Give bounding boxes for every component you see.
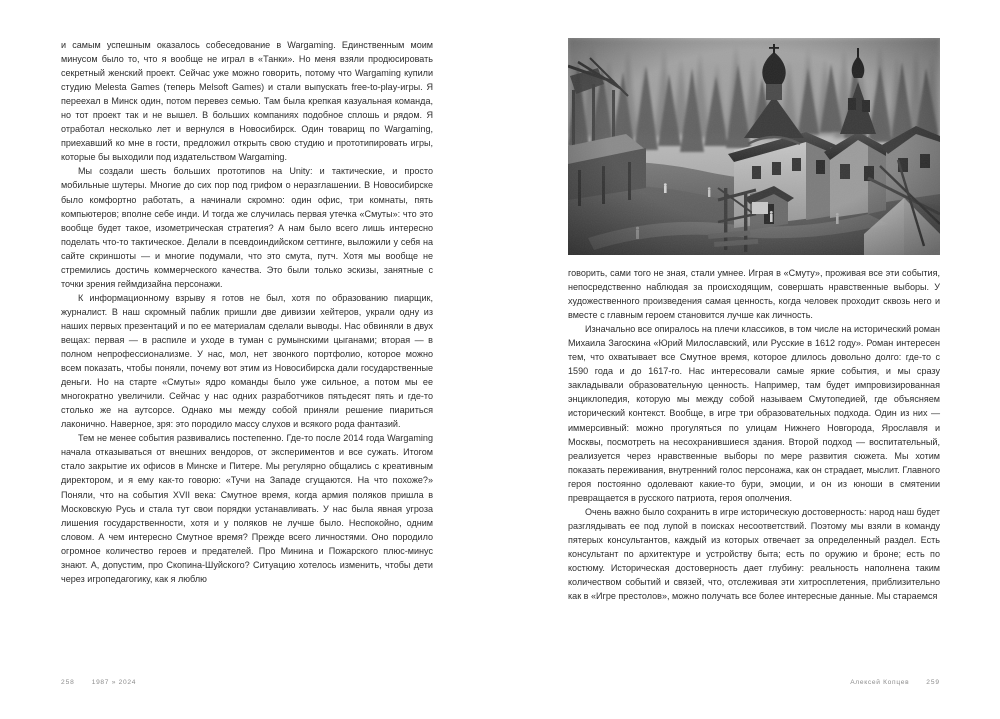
running-head-right: Алексей Копцев [850,678,910,686]
paragraph: Мы создали шесть больших прототипов на Unity: и тактические, и просто мобильные шутеры. Многие до сих пор под грифом о неразглашении. В Новосибирске было комфортно работать, а начинали скромно: один офис, три комнаты, пять компьютеров; вполне себе инди. И тогда же случилась первая утечка «Смуты»: что это вообще будет такое, изометрическая стратегия? А нам было всего лишь интересно поделать что-то тактическое. Делали в псевдоиндийском сеттинге, выложили у себя на сайте скриншоты — и многие подумали, что это смута, путч. Хотя мы вообще не стремились достичь коммерческого качества. Это были только эскизы, занятные с точки зрения геймдизайна персонажи. [61,166,433,289]
footer-right-group [850,679,940,686]
page-number-right: 259 [926,678,940,686]
paragraph: Очень важно было сохранить в игре историческую достоверность: народ наш будет разглядывать ее под лупой в поисках несоответствий. Поэтому мы взяли в команду пятерых консультантов, каждый из которых отвечает за определенный раздел. Есть консультант по архитектуре и устройству быта; есть по оружию и броне; есть по костюму. Историческая достоверность дает глубину: реальность наполнена таким количеством событий и связей, что, отслеживая эти хитросплетения, приблизительно как в «Игре престолов», можно получать все более интересные данные. Мы стараемся [568,506,940,602]
left-text-column [61,38,433,586]
paragraph: К информационному взрыву я готов не был, хотя по образованию пиарщик, журналист. В наш скромный паблик пришли две дивизии хейтеров, украли одну из наших первых презентаций и по ее материалам сделали выводы. Нас обвиняли в двух вещах: первая — в распиле и уходе в туман с румынскими цыганами; вторая — в полном непрофессионализме. У нас, мол, нет звонкого портфолио, которое можно всем показать, чтобы поняли, почему вот этим из Новосибирска дали государственные деньги. Но на старте «Смуты» ядро команды было уже сильное, а потом мы ее многократно увеличили. Сейчас у нас одних разработчиков пятьдесят пять и где-то столько же на аутсорсе. Однако мы между собой приняли решение пиариться лаконично. Наверное, зря: это породило массу слухов и всякого рода фантазий. [61,292,433,430]
village-screenshot-image [568,38,940,255]
paragraph: Тем не менее события развивались постепенно. Где-то после 2014 года Wargaming начала отказываться от внешних вендоров, от экспериментов и все сужать. Итогом стало закрытие их офисов в Минске и Питере. Мы регулярно общались с креативным директором, и я ему как-то говорю: «Тучи на Западе сгущаются. На что похоже?» Поняли, что на события XVII века: Смутное время, когда армия поляков пришла в Московскую Русь и стала тут свои порядки устанавливать. У нас была явная угроза лишения государственности, хотя и у поляков не лучше было. Неспокойно, одним словом. А чем интересно Смутное время? Прежде всего личностями. Оно породило огромное количество героев и предателей. Про Минина и Пожарского плюс-минус знают. А, допустим, про Скопина-Шуйского? Ситуацию хотелось изменить, чтобы дети через игропедагогику, как я люблю [61,433,433,584]
paragraph: и самым успешным оказалось собеседование в Wargaming. Единственным моим минусом было то, что я вообще не играл в «Танки». Но меня взяли продюсировать секретный женский проект. Сейчас уже можно говорить, потому что Wargaming купили студию Melesta Games (теперь Melsoft Games) и стали выпускать free-to-play-игры. Я переехал в Минск один, потом перевез семью. Там была крепкая казуальная команда, но тот проект так и не вышел. В больших компаниях подобное сплошь и рядом. Я отработал несколько лет и вернулся в Новосибирск. Один товарищ по Wargaming, приехавший ко мне в гости, предложил открыть свою студию и прототипировать игры, которые бы выходили под издательством Wargaming. [61,40,433,163]
running-head-left: 1987 » 2024 [91,678,137,686]
page-number-left: 258 [61,678,75,686]
right-text-column [568,266,940,603]
footer-left-group [61,679,136,686]
page-footer [61,676,940,688]
paragraph: Изначально все опиралось на плечи классиков, в том числе на исторический роман Михаила Загоскина «Юрий Милославский, или Русские в 1612 году». Роман интересен тем, что охватывает все Смутное время, которое длилось довольно долго: где-то с 1590 года и до 1617-го. Нас интересовали самые яркие события, и мы сразу закладывали образовательную ценность. Например, там будет импровизированная энциклопедия, которую мы между собой называем Смутопедией, где объясняем исторический контекст. Вообще, в игре три образовательных подхода. Один из них — иммерсивный: можно прогуляться по улицам Нижнего Новгорода, Ярославля и Москвы, посмотреть на несохранившиеся здания. Второй подход — воспитательный, реализуется через нравственные выборы по мере развития сюжета. Мы хотим показать переживания, внутренний голос персонажа, как он страдает, мыслит. Главного героя постоянно одолевают какие-то бури, эмоции, и он из юноши в смятении превращается в русского патриота, героя ополчения. [568,324,940,503]
paragraph: говорить, сами того не зная, стали умнее. Играя в «Смуту», проживая все эти события, непосредственно наблюдая за происходящим, совершать нравственные выборы. У художественного произведения самая ценность, когда человек проходит сквозь него и вместе с главным героем становится лучше как личность. [568,268,940,321]
illustration-figure [568,38,940,255]
